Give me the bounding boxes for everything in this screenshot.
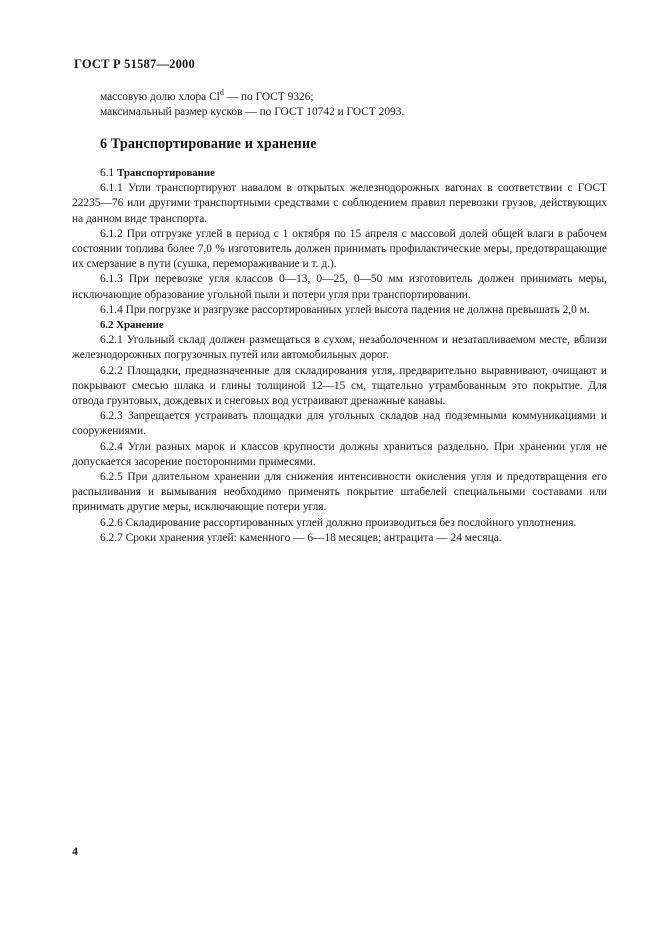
page-number: 4 — [72, 844, 78, 858]
paragraph: 6.2.5 При длительном хранении для снижения интенсивности окисления угля и предотвращения его распыливания и вымывания необходимо применять покрытие штабелей специальными составами или принимать другие меры, исключающие потери угля. — [72, 471, 607, 514]
paragraph: 6.1.4 При погрузке и разгрузке рассортированных углей высота падения не должна превышать 2,0 м. — [100, 303, 590, 316]
subsection-title: Хранение — [116, 319, 164, 332]
subsection-heading — [72, 166, 607, 181]
list-item — [72, 90, 607, 105]
continued-list — [72, 90, 607, 120]
paragraph: 6.1.2 При отгрузке углей в период с 1 октября по 15 апреля с массовой долей общей влаги в рабочем состоянии топлива более 7,0 % изготовитель должен принимать профилактические меры, предотвращающие их смерзание в пути (сушка, перемораживание и т. д.). — [72, 227, 607, 271]
paragraph: 6.2.7 Сроки хранения углей: каменного — 6—18 месяцев; антрацита — 24 месяца. — [100, 531, 502, 544]
section-title: 6 Транспортирование и хранение — [100, 136, 317, 152]
subsection-heading — [72, 318, 607, 333]
section-body — [72, 166, 607, 546]
paragraph: 6.2.3 Запрещается устраивать площадки для угольных складов над подземными коммуникациями и сооружениями. — [72, 410, 607, 438]
list-item-text: — по ГОСТ 9326; — [223, 91, 314, 103]
list-item: максимальный размер кусков — по ГОСТ 10742 и ГОСТ 2093. — [100, 106, 405, 119]
list-item-text: массовую долю хлора Cl — [100, 91, 220, 103]
subsection-number: 6.1 — [100, 167, 118, 179]
subsection-title: Транспортирование — [117, 167, 215, 179]
document-header: ГОСТ Р 51587—2000 — [74, 57, 195, 71]
paragraph: 6.2.6 Складирование рассортированных углей должно производиться без послойного уплотнения. — [100, 516, 577, 529]
superscript: d — [219, 88, 224, 98]
paragraph: 6.1.1 Угли транспортируют навалом в открытых железнодорожных вагонах в соответствии с ГОСТ 22235—76 или другими транспортными средствами с соблюдением правил перевозки грузов, действующих на данном виде транспорта. — [72, 182, 607, 225]
subsection-number: 6.2 — [100, 319, 117, 332]
paragraph: 6.2.2 Площадки, предназначенные для складирования угля, предварительно выравнивают, очищают и покрывают смесью шлака и глины толщиной 12—15 см, тщательно утрамбованным это покрытие. Для отвода грунтовых, дождевых и снеговых вод устраивают дренажные канавы. — [72, 364, 607, 408]
paragraph: 6.1.3 При перевозке угля классов 0—13, 0—25, 0—50 мм изготовитель должен принимать меры, исключающие образование угольной пыли и потери угля при транспортировании. — [72, 273, 607, 301]
paragraph: 6.2.4 Угли разных марок и классов крупности должны храниться раздельно. При хранении угля не допускается засорение посторонними примесями. — [72, 440, 607, 468]
paragraph: 6.2.1 Угольный склад должен размещаться в сухом, незаболоченном и незатапливаемом месте, вблизи железнодорожных погрузочных путей или автомобильных дорог. — [72, 334, 607, 362]
